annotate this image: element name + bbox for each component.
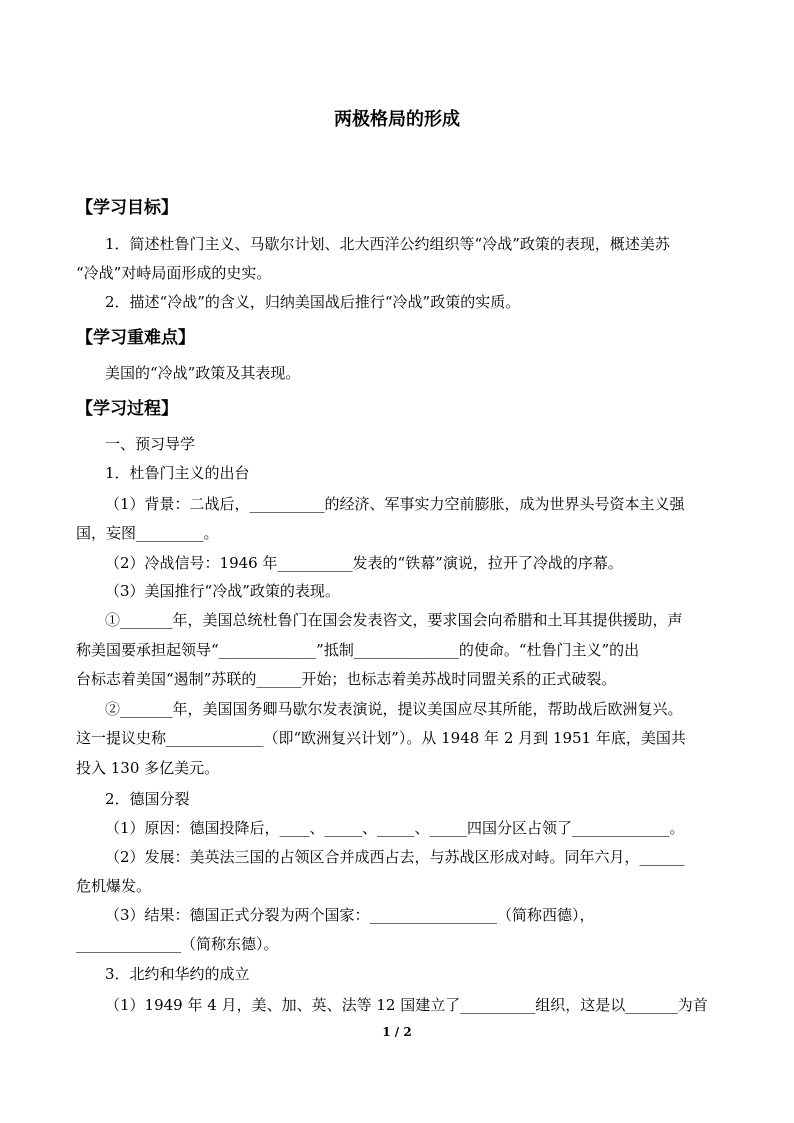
preview-heading: 一、预习导学 (105, 435, 196, 453)
truman-line-2: 称美国要承担起领导“_____________”抵制______________的使命。“杜鲁门主义”的出 (76, 641, 640, 659)
division-result-line-1: （3）结果：德国正式分裂为两个国家：_________________（简称西德）， (105, 906, 595, 924)
keypoint-line: 美国的“冷战”政策及其表现。 (105, 364, 301, 382)
division-cause-line: （1）原因：德国投降后，____、_____、_____、_____四国分区占领了_____________。 (105, 819, 685, 837)
division-development-line-1: （2）发展：美英法三国的占领区合并成西占去，与苏战区形成对峙。同年六月，______ (105, 848, 685, 866)
division-development-line-2: 危机爆发。 (76, 877, 152, 895)
marshall-line-1: ②_______年，美国国务卿马歇尔发表演说，提议美国应尽其所能，帮助战后欧洲复兴。 (105, 700, 683, 718)
goal-1-line-2: “冷战”对峙局面形成的史实。 (76, 264, 272, 282)
policy-manifestation-line: （3）美国推行“冷战”政策的表现。 (105, 582, 340, 600)
marshall-line-2: 这一提议史称_____________（即“欧洲复兴计划”）。从 1948 年 2 月到 1951 年底，美国共 (76, 729, 686, 747)
goal-1-line-1: 1．简述杜鲁门主义、马歇尔计划、北大西洋公约组织等“冷战”政策的表现，概述美苏 (105, 235, 670, 253)
subsection-2-heading: 2．德国分裂 (105, 790, 190, 808)
section-heading-keypoints: 【学习重难点】 (76, 328, 195, 348)
nato-line: （1）1949 年 4 月，美、加、英、法等 12 国建立了__________组织，这是以_______为首 (105, 996, 708, 1014)
marshall-line-3: 投入 130 多亿美元。 (76, 759, 220, 777)
page-number: 1 / 2 (382, 1025, 412, 1039)
cold-war-signal-line: （2）冷战信号：1946 年__________发表的“铁幕”演说，拉开了冷战的序幕。 (105, 554, 623, 572)
background-line-2: 国，妄图_________。 (76, 524, 219, 542)
goal-2-line: 2．描述“冷战”的含义，归纳美国战后推行“冷战”政策的实质。 (105, 293, 521, 311)
truman-line-3: 台标志着美国“遏制”苏联的______开始；也标志着美苏战时同盟关系的正式破裂。 (76, 670, 617, 688)
subsection-3-heading: 3．北约和华约的成立 (105, 965, 250, 983)
section-heading-process: 【学习过程】 (76, 399, 178, 419)
page-title: 两极格局的形成 (334, 109, 460, 130)
truman-line-1: ①_______年，美国总统杜鲁门在国会发表咨文，要求国会向希腊和土耳其提供援助，声 (105, 611, 683, 629)
subsection-1-heading: 1．杜鲁门主义的出台 (105, 464, 250, 482)
division-result-line-2: ______________（简称东德）。 (76, 935, 279, 953)
section-heading-goals: 【学习目标】 (76, 198, 178, 218)
background-line-1: （1）背景：二战后，__________的经济、军事实力空前膨胀，成为世界头号资本主义强 (105, 495, 685, 513)
